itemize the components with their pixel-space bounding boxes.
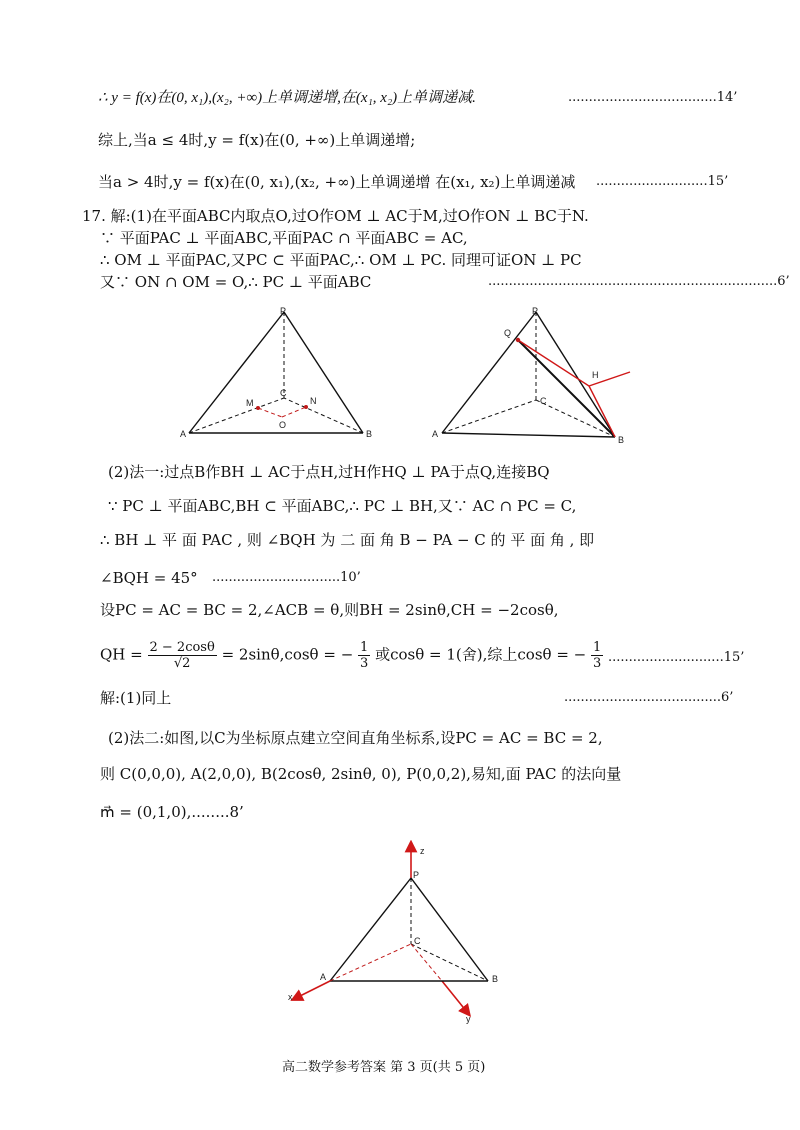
figure-coordinate-system: [280, 840, 510, 1025]
text-line-summary: 综上,当a ≤ 4时,y = f(x)在(0, +∞)上单调递增;: [98, 131, 416, 149]
score-6b: ......................................6’: [564, 690, 734, 705]
point-Q: [516, 338, 520, 342]
label-N: N: [310, 396, 317, 406]
p17-line-1: 17. 解:(1)在平面ABC内取点O,过O作OM ⊥ AC于M,过O作ON ⊥ BC于N.: [82, 207, 589, 225]
label-C: C: [414, 936, 421, 946]
fig3-solid-edges: [330, 878, 488, 981]
qh-result: = 2sinθ,cosθ = −: [221, 645, 354, 664]
label-P: P: [532, 306, 539, 316]
p17-line-3: ∴ OM ⊥ 平面PAC,又PC ⊂ 平面PAC,∴ OM ⊥ PC. 同理可证ON ⊥ PC: [100, 251, 582, 269]
m1-line-5: 设PC = AC = BC = 2,∠ACB = θ,则BH = 2sinθ,CH = −2cosθ,: [100, 601, 559, 619]
qh-label: QH =: [100, 645, 143, 664]
fig2-solid-edges: [442, 312, 615, 437]
s2-line-1: 解:(1)同上: [100, 689, 172, 707]
score-15a: ...........................15’: [596, 174, 729, 189]
label-Q: Q: [504, 328, 512, 338]
x-axis: [296, 981, 330, 998]
label-A: A: [432, 429, 439, 439]
label-P: P: [280, 306, 287, 316]
label-H: H: [592, 370, 599, 380]
cos-result: 或cosθ = 1(舍),综上cosθ = −: [375, 645, 587, 664]
label-O: O: [279, 420, 287, 430]
fraction-one-third-b: $\frac{1}{3}$: [593, 640, 602, 671]
figure-tetrahedron-2: [420, 300, 650, 450]
label-C: C: [540, 396, 547, 406]
p17-line-4: 又∵ ON ∩ OM = O,∴ PC ⊥ 平面ABC: [100, 273, 372, 291]
label-y: y: [466, 1014, 471, 1024]
label-B: B: [366, 429, 373, 439]
fraction-one-third-a: $\frac{1}{3}$: [360, 640, 369, 671]
m1-line-6: [100, 640, 603, 671]
figure-tetrahedron-1: [170, 300, 380, 450]
score-14: ....................................14’: [568, 90, 738, 105]
page-footer: 高二数学参考答案 第 3 页(共 5 页): [282, 1060, 486, 1075]
label-x: x: [288, 992, 293, 1002]
fig1-solid-edges: [189, 312, 363, 433]
label-z: z: [420, 846, 425, 856]
label-P: P: [413, 870, 420, 880]
p17-line-2: ∵ 平面PAC ⊥ 平面ABC,平面PAC ∩ 平面ABC = AC,: [100, 229, 468, 247]
label-B: B: [618, 435, 625, 445]
label-C: C: [280, 388, 287, 398]
score-6a: ......................................................................6’: [488, 274, 790, 289]
text-line-monotonic-1: ∴ y = f(x)在(0, x₁),(x₂, +∞)上单调递增,在(x₁, x₂)上单调递减.: [98, 90, 476, 106]
m1-line-1: (2)法一:过点B作BH ⊥ AC于点H,过H作HQ ⊥ PA于点Q,连接BQ: [108, 463, 550, 481]
fig1-dashed-edges: [189, 312, 363, 433]
label-A: A: [320, 972, 327, 982]
point-M: [256, 406, 260, 410]
fraction-qh: $\frac{2 - 2\cos\theta}{√2}$: [149, 640, 215, 671]
fig2-red-lines: [518, 340, 630, 437]
fig2-dashed-edges: [442, 312, 615, 437]
m1-line-2: ∵ PC ⊥ 平面ABC,BH ⊂ 平面ABC,∴ PC ⊥ BH,又∵ AC ∩ PC = C,: [108, 497, 577, 515]
text-line-monotonic-2: 当a > 4时,y = f(x)在(0, x₁),(x₂, +∞)上单调递增 在(x₁, x₂)上单调递减: [98, 173, 576, 191]
label-M: M: [246, 398, 254, 408]
m2-line-2: 则 C(0,0,0), A(2,0,0), B(2cosθ, 2sinθ, 0), P(0,0,2),易知,面 PAC 的法向量: [100, 765, 622, 783]
label-B: B: [492, 974, 499, 984]
fig3-dashed-edges: [330, 878, 488, 981]
y-axis: [442, 981, 467, 1012]
m1-line-4: ∠BQH = 45°: [100, 569, 198, 587]
fig3-axes: [296, 846, 467, 1012]
score-15b: ............................15’: [608, 650, 745, 665]
m1-line-3: ∴ BH ⊥ 平 面 PAC , 则 ∠BQH 为 二 面 角 B − PA − C 的 平 面 角 , 即: [100, 531, 595, 549]
point-N: [304, 405, 308, 409]
m2-line-1: (2)法二:如图,以C为坐标原点建立空间直角坐标系,设PC = AC = BC = 2,: [108, 729, 603, 747]
m2-line-3: m⃗ = (0,1,0),........8’: [100, 803, 244, 821]
label-A: A: [180, 429, 187, 439]
score-10: ...............................10’: [212, 570, 361, 585]
